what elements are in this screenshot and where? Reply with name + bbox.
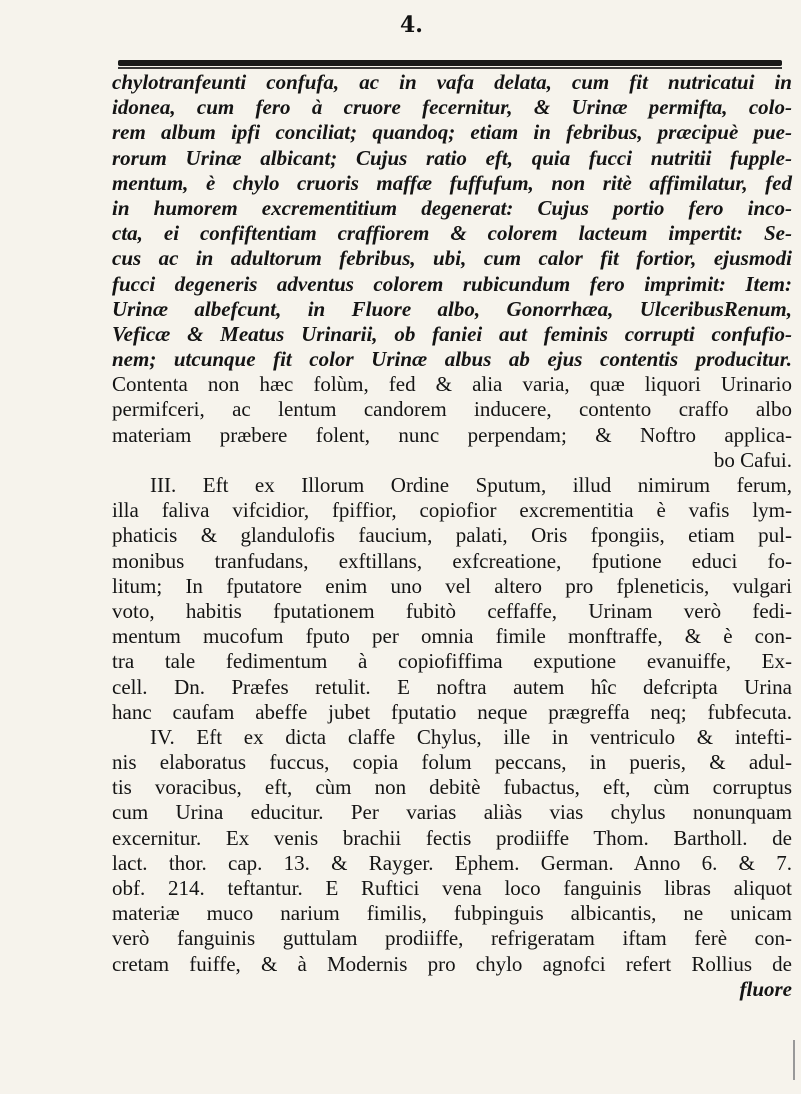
header-rule xyxy=(118,60,782,66)
page-number: 4. xyxy=(400,12,423,38)
text-line: idonea, cum fero à cruore fecernitur, & Urinæ permifta, colo- xyxy=(112,95,792,120)
text-line: lact. thor. cap. 13. & Rayger. Ephem. German. Anno 6. & 7. xyxy=(112,850,792,875)
text-line: obf. 214. teftantur. E Ruftici vena loco fanguinis libras aliquot xyxy=(112,876,792,900)
text-line: excernitur. Ex venis brachii fectis prodiiffe Thom. Bartholl. de xyxy=(112,825,792,850)
text-line: hanc caufam abeffe jubet fputatio neque prægreffa neq; fubfecuta. xyxy=(112,699,792,724)
text-line: litum; In fputatore enim uno vel altero pro fpleneticis, vulgari xyxy=(112,573,792,598)
text-line: Urinæ albefcunt, in Fluore albo, Gonorrhæa, UlceribusRenum, xyxy=(112,296,792,321)
text-line: mentum mucofum fputo per omnia fimile monftraffe, & è con- xyxy=(112,624,792,649)
text-line: materiam præbere folent, nunc perpendam; & Noftro applica- xyxy=(112,422,792,447)
text-line: IV. Eft ex dicta claffe Chylus, ille in ventriculo & intefti- xyxy=(150,724,792,749)
text-line: rem album ipfi conciliat; quandoq; etiam in febribus, præcipuè pue- xyxy=(112,120,792,145)
text-line: illa faliva vifcidior, fpiffior, copiofior excrementitia è vafis lym- xyxy=(112,498,792,523)
text-line: nis elaboratus fuccus, copia folum peccans, in pueris, & adul- xyxy=(112,750,792,775)
text-line: rorum Urinæ albicant; Cujus ratio eft, quia fucci nutritii fupple- xyxy=(112,145,792,170)
text-line: Contenta non hæc folùm, fed & alia varia, quæ liquori Urinario xyxy=(112,372,792,397)
text-line: fucci degeneris adventus colorem rubicundum fero imprimit: Item: xyxy=(112,271,792,296)
text-line: materiæ muco narium fimilis, fubpinguis albicantis, ne unicam xyxy=(112,901,792,926)
page-edge-mark xyxy=(793,1040,795,1080)
text-line: nem; utcunque fit color Urinæ albus ab ejus contentis producitur. xyxy=(112,347,792,372)
text-line: verò fanguinis guttulam prodiiffe, refrigeratam iftam ferè con- xyxy=(112,926,792,951)
text-line: bo Cafui. xyxy=(713,447,792,472)
text-line: cum Urina educitur. Per varias aliàs vias chylus nonunquam xyxy=(112,800,792,825)
text-line: cell. Dn. Præfes retulit. E noftra autem hîc defcripta Urina xyxy=(112,674,792,699)
text-line: cta, ei confiftentiam craffiorem & colorem lacteum impertit: Se- xyxy=(112,221,792,246)
text-line: permifceri, ac lentum candorem inducere, contento craffo albo xyxy=(112,397,792,422)
text-line: Veficæ & Meatus Urinarii, ob faniei aut feminis corrupti confufio- xyxy=(112,321,792,346)
text-line: voto, habitis fputationem fubitò ceffaffe, Urinam verò fedi- xyxy=(112,598,792,623)
text-line: in humorem excrementitium degenerat: Cujus portio fero inco- xyxy=(112,195,792,220)
text-line: fluore xyxy=(739,976,792,1001)
text-line: mentum, è chylo cruoris maffæ fuffufum, non ritè affimilatur, fed xyxy=(112,170,792,195)
text-line: tra tale fedimentum à copiofiffima exputione evanuiffe, Ex- xyxy=(112,649,792,674)
text-line: cus ac in adultorum febribus, ubi, cum calor fit fortior, ejusmodi xyxy=(112,246,792,271)
text-line: chylotranfeunti confufa, ac in vafa delata, cum fit nutricatui in xyxy=(112,70,792,94)
text-line: tis voracibus, eft, cùm non debitè fubactus, eft, cùm corruptus xyxy=(112,775,792,800)
text-line: cretam fuiffe, & à Modernis pro chylo agnofci refert Rollius de xyxy=(112,951,792,976)
body-text xyxy=(112,70,792,1002)
text-line: phaticis & glandulofis faucium, palati, Oris fpongiis, etiam pul- xyxy=(112,523,792,548)
text-line: monibus tranfudans, exftillans, exfcreatione, fputione educi fo- xyxy=(112,548,792,573)
text-line: III. Eft ex Illorum Ordine Sputum, illud nimirum ferum, xyxy=(150,473,792,497)
